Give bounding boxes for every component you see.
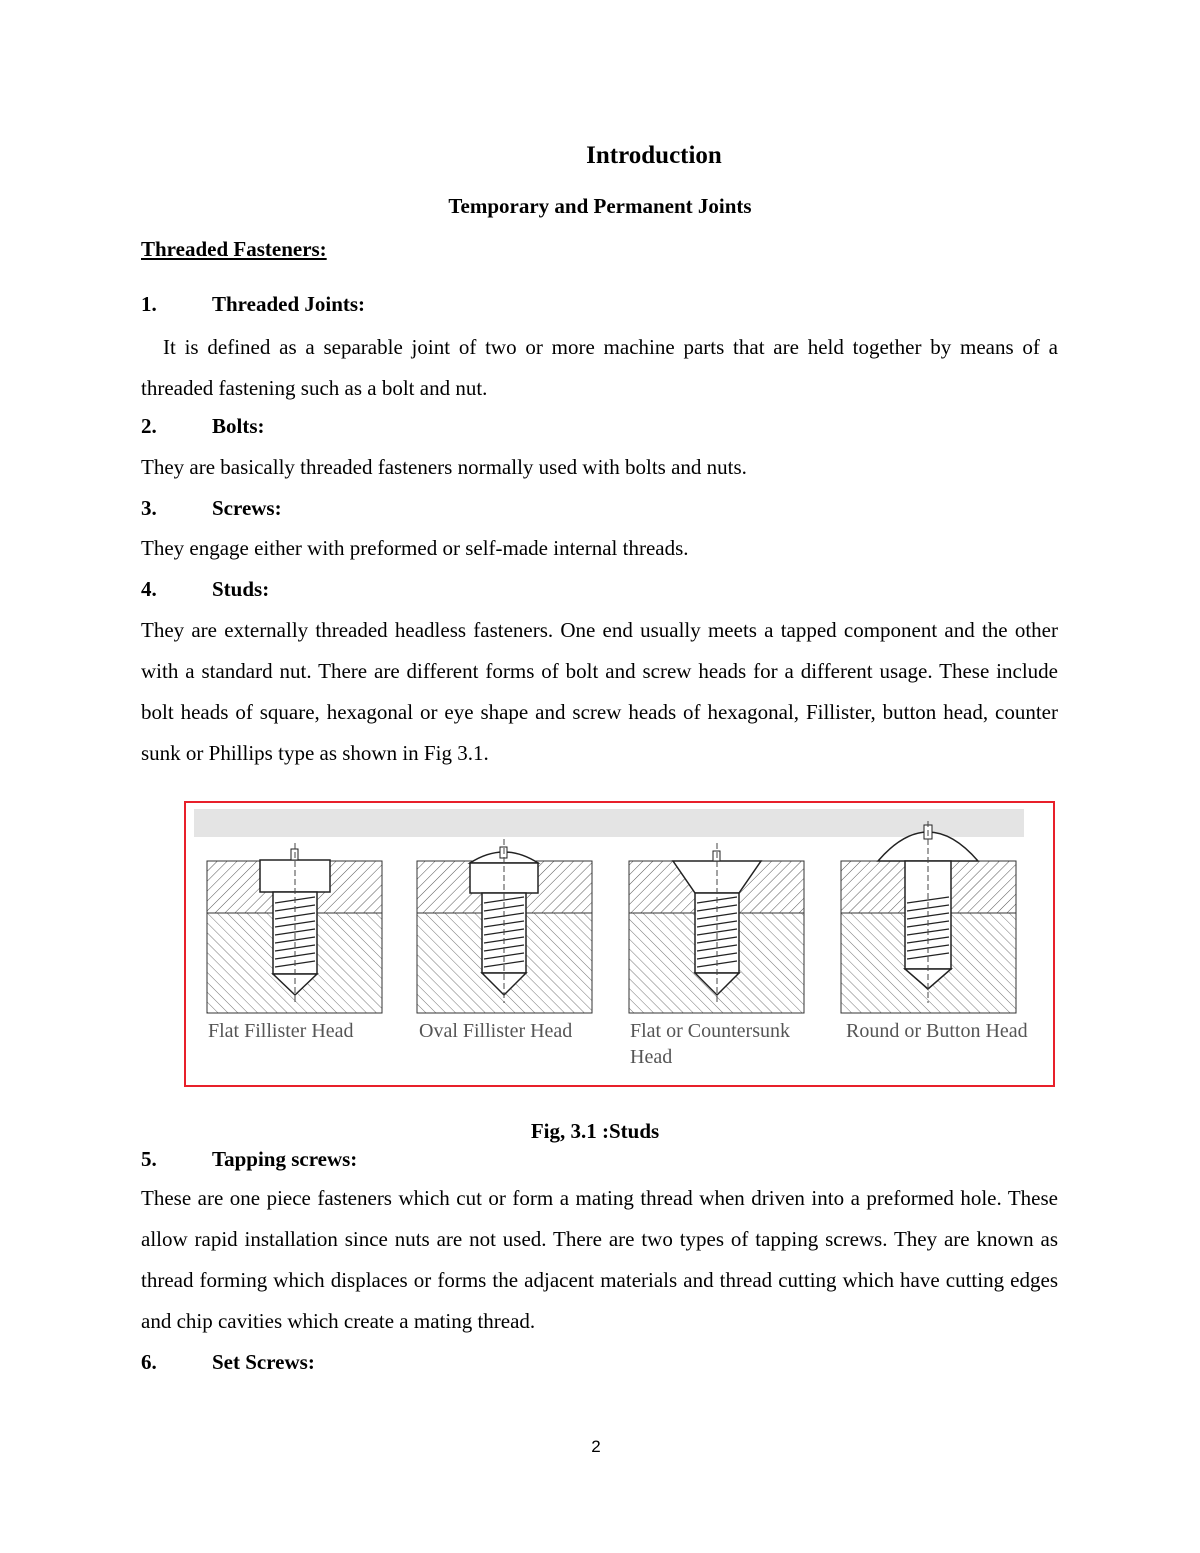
paragraph-tapping-screws: These are one piece fasteners which cut or form a mating thread when driven into a preformed hole. These allow rapid installation since nuts are not used. There are two types of tapping screws. They are known as thread forming which displaces or forms the adjacent materials and thread cutting which have cutting edges and chip cavities which create a mating thread. (141, 1186, 1058, 1333)
page-number: 2 (591, 1437, 601, 1456)
item-title: Studs: (212, 577, 270, 601)
item-title: Bolts: (212, 414, 265, 438)
item-heading-set-screws (141, 1350, 315, 1375)
item-number: 5. (141, 1147, 157, 1171)
page-subtitle: Temporary and Permanent Joints (448, 194, 752, 218)
paragraph-studs: They are externally threaded headless fasteners. One end usually meets a tapped component and the other with a standard nut. There are different forms of bolt and screw heads for a different usage. These include bolt heads of square, hexagonal or eye shape and screw heads of hexagonal, Fillister, button head, counter sunk or Phillips type as shown in Fig 3.1. (141, 618, 1058, 765)
item-heading-threaded-joints (141, 292, 365, 317)
page-title: Introduction (586, 142, 722, 169)
figure-caption: Fig, 3.1 :Studs (530, 1119, 660, 1143)
paragraph-bolts: They are basically threaded fasteners normally used with bolts and nuts. (141, 455, 747, 479)
label-flat-or-countersunk: Flat or Countersunk (630, 1020, 790, 1042)
item-heading-studs (141, 577, 269, 602)
item-title: Threaded Joints: (212, 292, 366, 316)
paragraph-screws: They engage either with preformed or self-made internal threads. (141, 536, 689, 560)
flat-fillister-head-diagram (207, 843, 382, 1013)
label-round-or-button-head: Round or Button Head (846, 1020, 1028, 1042)
label-head: Head (630, 1046, 673, 1068)
item-number: 2. (141, 414, 157, 438)
countersunk-head-diagram (629, 843, 804, 1013)
item-heading-bolts (141, 414, 265, 439)
fastener-figure (186, 803, 1053, 1085)
item-title: Set Screws: (212, 1350, 315, 1374)
label-oval-fillister-head: Oval Fillister Head (419, 1020, 573, 1042)
button-head-diagram (841, 821, 1016, 1013)
item-title: Screws: (212, 496, 282, 520)
item-number: 6. (141, 1350, 157, 1374)
oval-fillister-head-diagram (417, 839, 592, 1013)
item-number: 3. (141, 496, 157, 520)
item-heading-screws (141, 496, 282, 521)
figure-top-shading (194, 809, 1024, 837)
label-flat-fillister-head: Flat Fillister Head (208, 1020, 354, 1042)
item-number: 4. (141, 577, 157, 601)
item-heading-tapping-screws (141, 1147, 357, 1172)
paragraph-threaded-joints: It is defined as a separable joint of two or more machine parts that are held together by means of a threaded fastening such as a bolt and nut. (141, 335, 1058, 400)
item-title: Tapping screws: (212, 1147, 358, 1171)
item-number: 1. (141, 292, 157, 316)
figure-frame (184, 801, 1055, 1087)
section-heading: Threaded Fasteners: (141, 237, 327, 261)
